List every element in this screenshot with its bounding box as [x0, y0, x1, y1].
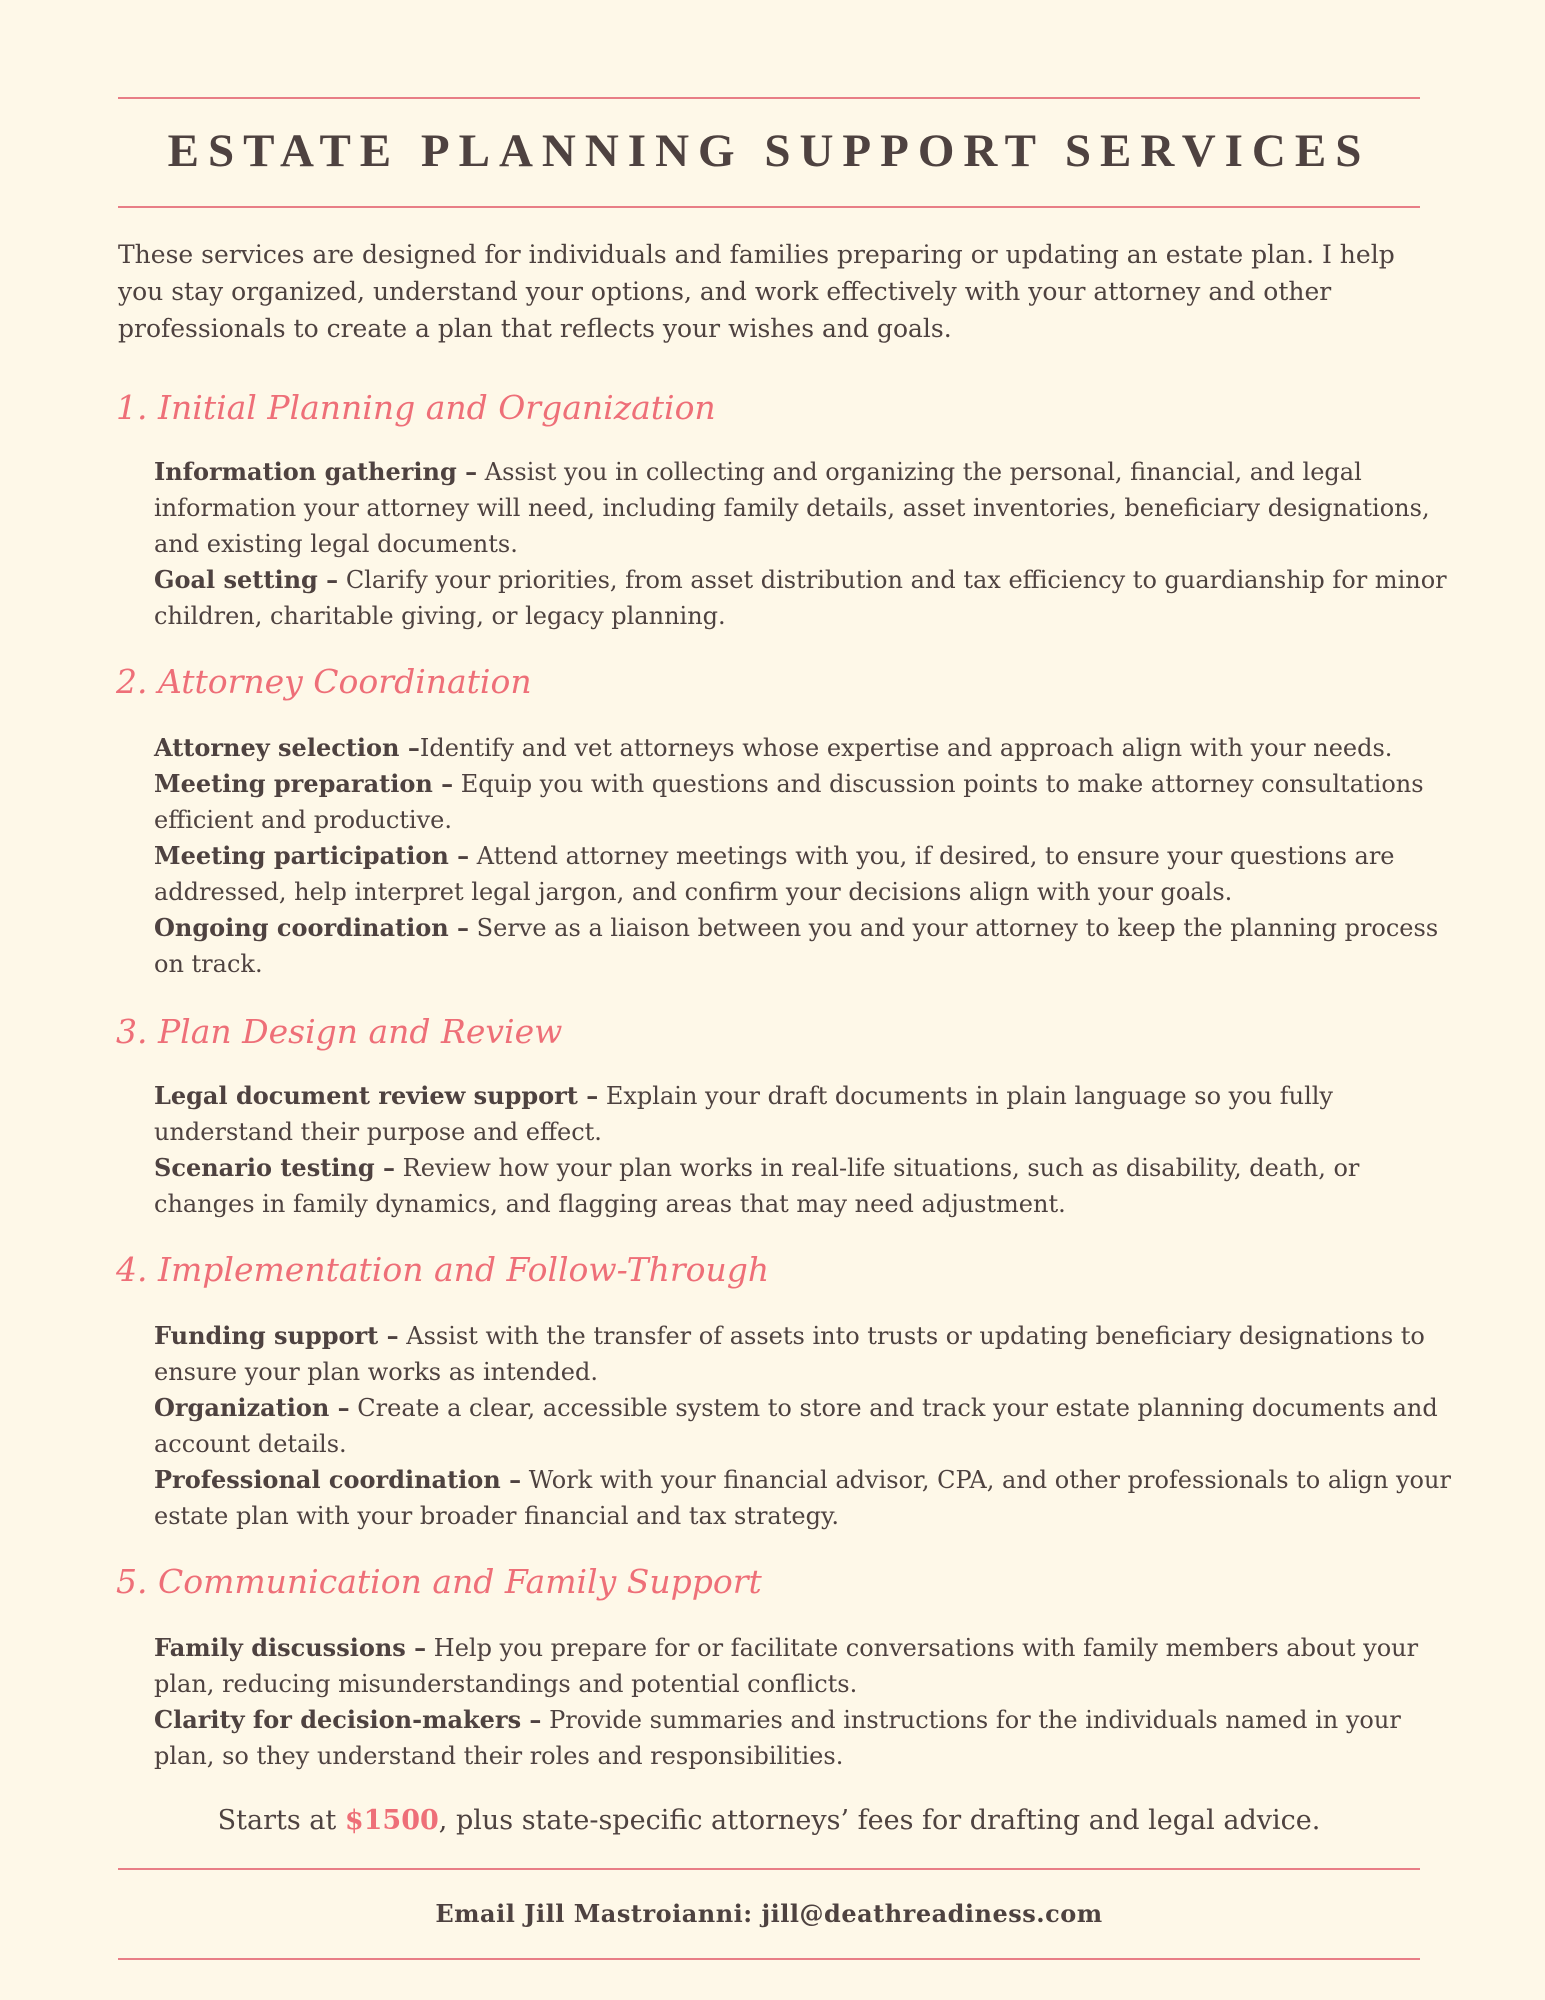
item-text: Work with your financial advisor, CPA, and other professionals to align your estate plan with your broader financial and tax strategy. [154, 1466, 1451, 1530]
section-items-communication [154, 1630, 1454, 1774]
list-item [154, 730, 1454, 766]
section-heading-attorney-coordination: 2. Attorney Coordination [116, 662, 532, 701]
intro-paragraph: These services are designed for individuals and families preparing or updating an estate plan. I help you stay organized, understand your options, and work effectively with your attorney and other professionals to create a plan that reflects your wishes and goals. [118, 240, 1395, 343]
list-item [154, 454, 1454, 562]
section-items-initial-planning [154, 454, 1454, 634]
item-term: Professional coordination – [154, 1465, 522, 1494]
pricing-statement [118, 1805, 1420, 1836]
item-text: Serve as a liaison between you and your attorney to keep the planning process on track. [154, 914, 1439, 978]
item-text: Provide summaries and instructions for the individuals named in your plan, so they understand their roles and responsibilities. [154, 1706, 1401, 1770]
item-term: Clarity for decision-makers – [154, 1705, 542, 1734]
item-text: Explain your draft documents in plain language so you fully understand their purpose and effect. [154, 1082, 1333, 1146]
list-item [154, 910, 1454, 982]
pricing-prefix: Starts at [217, 1805, 345, 1836]
item-term: Information gathering – [154, 457, 478, 486]
item-text: Identify and vet attorneys whose expertise and approach align with your needs. [419, 734, 1393, 762]
section-heading-plan-design: 3. Plan Design and Review [116, 1012, 563, 1051]
footer-top-rule [118, 1868, 1420, 1870]
list-item [154, 1462, 1454, 1534]
list-item [154, 1390, 1454, 1462]
item-text: Review how your plan works in real-life situations, such as disability, death, or changes in family dynamics, and flagging areas that may need adjustment. [154, 1154, 1360, 1218]
price-amount: $1500 [344, 1805, 439, 1836]
item-term: Family discussions – [154, 1633, 427, 1662]
item-text: Help you prepare for or facilitate conversations with family members about your plan, reducing misunderstandings and potential conflicts. [154, 1634, 1419, 1698]
item-text: Clarify your priorities, from asset distribution and tax efficiency to guardianship for minor children, charitable giving, or legacy planning. [154, 566, 1447, 630]
list-item [154, 1630, 1454, 1702]
item-term: Scenario testing – [154, 1153, 395, 1182]
title-underline [118, 206, 1420, 208]
item-term: Funding support – [154, 1321, 399, 1350]
item-text: Assist with the transfer of assets into trusts or updating beneficiary designations to ensure your plan works as intended. [154, 1322, 1425, 1386]
item-term: Ongoing coordination – [154, 913, 470, 942]
top-rule [118, 97, 1420, 99]
page-title: ESTATE PLANNING SUPPORT SERVICES [167, 125, 1371, 177]
section-heading-implementation: 4. Implementation and Follow-Through [116, 1250, 770, 1289]
item-text: Create a clear, accessible system to store and track your estate planning documents and account details. [154, 1394, 1438, 1458]
section-items-plan-design [154, 1078, 1454, 1222]
pricing-suffix: , plus state-specific attorneys’ fees for drafting and legal advice. [438, 1805, 1321, 1836]
section-heading-communication: 5. Communication and Family Support [116, 1562, 762, 1601]
list-item [154, 1318, 1454, 1390]
list-item [154, 1150, 1454, 1222]
section-items-attorney-coordination [154, 730, 1454, 982]
item-term: Organization – [154, 1393, 350, 1422]
section-items-implementation [154, 1318, 1454, 1534]
item-term: Legal document review support – [154, 1081, 599, 1110]
item-text: Equip you with questions and discussion points to make attorney consultations efficient and productive. [154, 770, 1424, 834]
item-term: Goal setting – [154, 565, 339, 594]
item-text: Attend attorney meetings with you, if desired, to ensure your questions are addressed, help interpret legal jargon, and confirm your decisions align with your goals. [154, 842, 1395, 906]
footer-bottom-rule [118, 1958, 1420, 1960]
item-term: Attorney selection – [154, 733, 420, 762]
item-term: Meeting preparation – [154, 769, 454, 798]
list-item [154, 1702, 1454, 1774]
list-item [154, 838, 1454, 910]
item-term: Meeting participation – [154, 841, 470, 870]
contact-email[interactable]: Email Jill Mastroianni: jill@deathreadiness.com [435, 1899, 1103, 1928]
list-item [154, 766, 1454, 838]
list-item [154, 1078, 1454, 1150]
list-item [154, 562, 1454, 634]
section-heading-initial-planning: 1. Initial Planning and Organization [116, 388, 716, 427]
item-text: Assist you in collecting and organizing the personal, financial, and legal information your attorney will need, including family details, asset inventories, beneficiary designations, and existing legal documents. [154, 458, 1430, 558]
